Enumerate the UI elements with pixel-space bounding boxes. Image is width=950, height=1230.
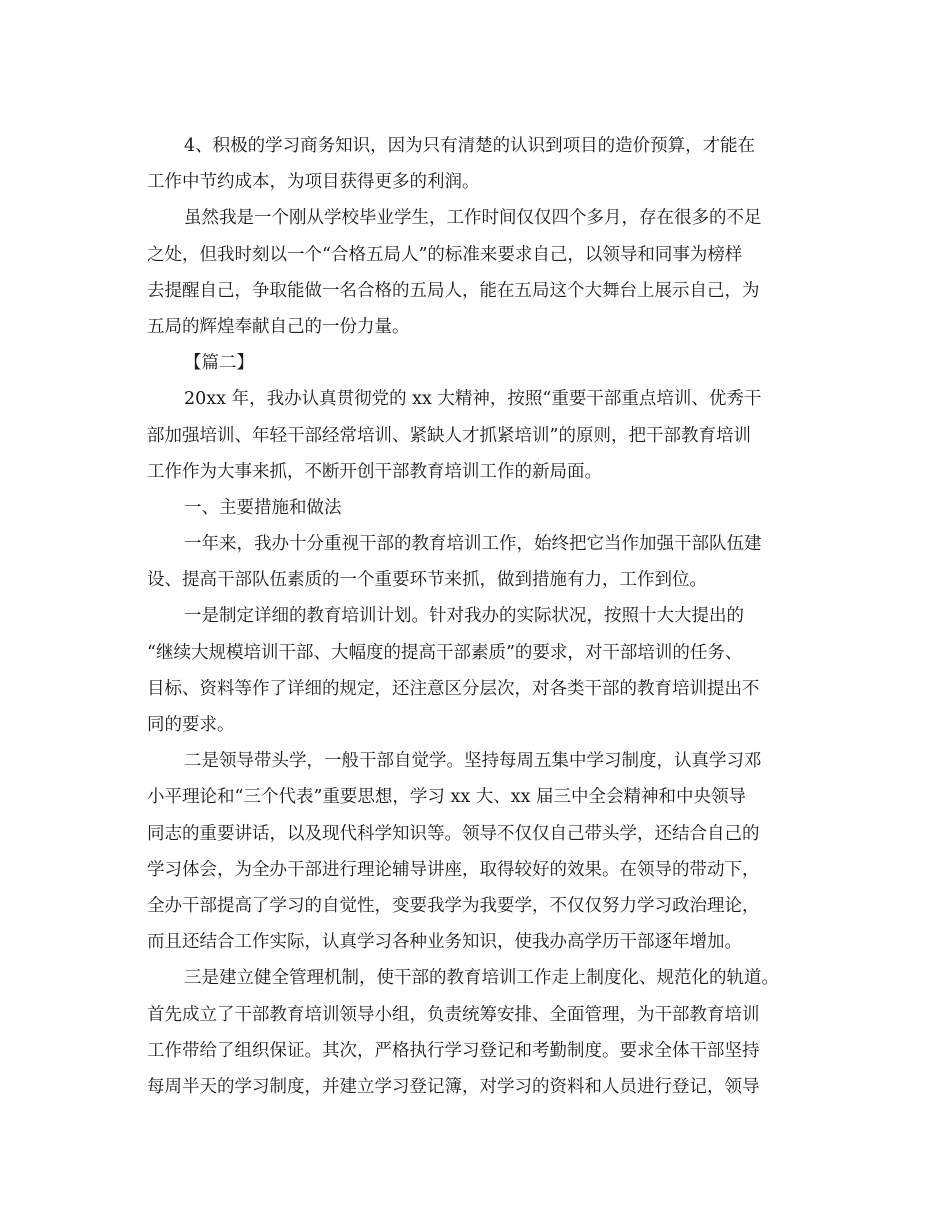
text-line: 三是建立健全管理机制，使干部的教育培训工作走上制度化、规范化的轨道。 (184, 968, 779, 989)
text-line: 目标、资料等作了详细的规定，还注意区分层次，对各类干部的教育培训提出不 (147, 678, 760, 699)
text-line: 虽然我是一个刚从学校毕业学生，工作时间仅仅四个多月，存在很多的不足 (184, 208, 762, 229)
text-line: 同的要求。 (147, 715, 235, 735)
text-line: 设、提高干部队伍素质的一个重要环节来抓，做到措施有力，工作到位。 (147, 570, 707, 591)
text-line: 小平理论和“三个代表”重要思想，学习 xx 大、xx 届三中全会精神和中央领导 (147, 787, 747, 808)
text-line: 同志的重要讲话，以及现代科学知识等。领导不仅仅自己带头学，还结合自己的 (147, 823, 760, 844)
text-line: 五局的辉煌奉献自己的一份力量。 (147, 316, 410, 337)
text-line: 学习体会，为全办干部进行理论辅导讲座，取得较好的效果。在领导的带动下， (147, 859, 760, 880)
text-line: 去提醒自己，争取能做一名合格的五局人，能在五局这个大舞台上展示自己，为 (147, 280, 760, 301)
text-line: 工作中节约成本，为项目获得更多的利润。 (147, 172, 480, 193)
text-line: 之处，但我时刻以一个“合格五局人”的标准来要求自己，以领导和同事为榜样 (147, 244, 743, 265)
text-line: 工作作为大事来抓，不断开创干部教育培训工作的新局面。 (147, 461, 602, 482)
text-line: 首先成立了干部教育培训领导小组，负责统筹安排、全面管理，为干部教育培训 (147, 1004, 760, 1025)
text-line: 一年来，我办十分重视干部的教育培训工作，始终把它当作加强干部队伍建 (184, 534, 762, 555)
text-line: 全办干部提高了学习的自觉性，变要我学为我要学，不仅仅努力学习政治理论， (147, 895, 760, 916)
text-line: 一、主要措施和做法 (184, 497, 342, 518)
text-line: 而且还结合工作实际，认真学习各种业务知识，使我办高学历干部逐年增加。 (147, 932, 742, 953)
text-line: 一是制定详细的教育培训计划。针对我办的实际状况，按照十大大提出的 (184, 606, 744, 627)
text-line: 每周半天的学习制度，并建立学习登记簿，对学习的资料和人员进行登记，领导 (147, 1076, 760, 1097)
text-line: 20xx 年，我办认真贯彻党的 xx 大精神，按照“重要干部重点培训、优秀干 (184, 389, 762, 410)
text-line: 4、积极的学习商务知识，因为只有清楚的认识到项目的造价预算，才能在 (184, 136, 756, 156)
text-line: 二是领导带头学，一般干部自觉学。坚持每周五集中学习制度，认真学习邓 (184, 751, 762, 772)
text-line: 部加强培训、年轻干部经常培训、紧缺人才抓紧培训”的原则，把干部教育培训 (147, 425, 751, 446)
document-body (147, 128, 807, 1105)
text-line: 【篇二】 (184, 353, 254, 374)
text-line: 工作带给了组织保证。其次，严格执行学习登记和考勤制度。要求全体干部坚持 (147, 1040, 760, 1061)
text-line: “继续大规模培训干部、大幅度的提高干部素质”的要求，对干部培训的任务、 (147, 642, 743, 663)
